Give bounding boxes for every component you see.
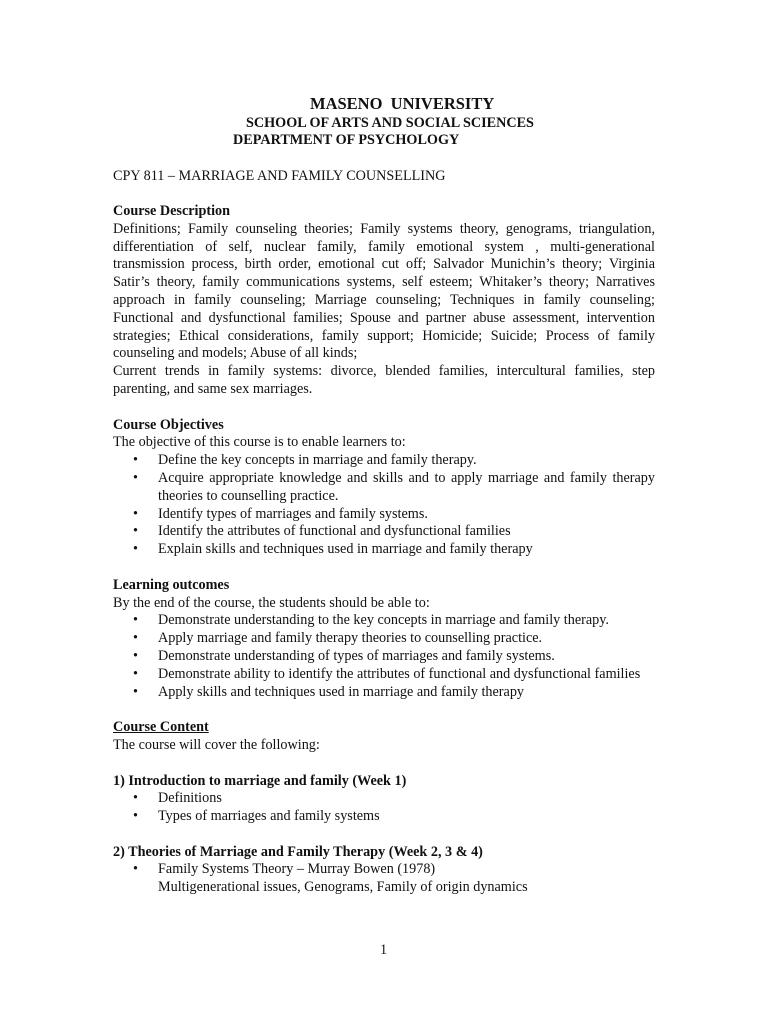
section2-list — [113, 861, 655, 879]
objectives-list — [113, 452, 655, 559]
outcomes-list — [113, 612, 655, 701]
bullet-icon: • — [133, 612, 138, 629]
section1-list — [113, 790, 655, 826]
list-item: • Acquire appropriate knowledge and skills and to apply marriage and family therapy theories to counselling practice. — [133, 469, 655, 504]
bullet-icon: • — [133, 790, 138, 807]
bullet-icon: • — [133, 505, 138, 522]
bullet-icon: • — [133, 683, 138, 700]
bullet-icon: • — [133, 647, 138, 664]
list-item: • Define the key concepts in marriage and family therapy. — [133, 452, 477, 469]
page-number: 1 — [380, 942, 388, 958]
bullet-icon: • — [133, 861, 138, 878]
list-item: • Apply marriage and family therapy theories to counselling practice. — [133, 630, 543, 647]
bullet-icon: • — [133, 541, 138, 558]
section1-heading: 1) Introduction to marriage and family (Week 1) — [113, 772, 407, 789]
bullet-icon: • — [133, 808, 138, 825]
bullet-icon: • — [133, 665, 138, 682]
list-item: • Definitions — [133, 790, 222, 807]
list-item: • Types of marriages and family systems — [133, 808, 380, 825]
description-heading: Course Description — [113, 203, 231, 219]
section2-heading: 2) Theories of Marriage and Family Therapy (Week 2, 3 & 4) — [113, 843, 483, 860]
content-heading: Course Content — [113, 719, 209, 736]
list-item: • Family Systems Theory – Murray Bowen (1978) — [133, 861, 436, 878]
objectives-heading: Course Objectives — [113, 416, 224, 433]
bullet-icon: • — [133, 452, 138, 469]
bullet-icon: • — [133, 523, 138, 540]
content-intro: The course will cover the following: — [113, 736, 320, 753]
description-text: Definitions; Family counseling theories; Family systems theory, genograms, triangulation, differentiation of self, nuclear family, family emotional system , multi-generational transmission process, birth order, emotional cut off; Salvador Munichin’s theory; Virginia Satir’s theory, family communications systems, self esteem; Whitaker’s theory; Narratives approach in family counseling; Marriage counseling; Techniques in family counseling; Functional and dysfunctional families; Spouse and partner abuse assessment, intervention strategies; Ethical considerations, family support; Homicide; Suicide; Process of family counseling and models; Abuse of all kinds; — [113, 220, 655, 362]
objectives-intro: The objective of this course is to enable learners to: — [113, 434, 406, 451]
outcomes-heading: Learning outcomes — [113, 576, 230, 593]
university-name: MASENO UNIVERSITY — [310, 94, 495, 113]
list-item: • Identify types of marriages and family systems. — [133, 505, 428, 522]
list-item: • Demonstrate understanding to the key concepts in marriage and family therapy. — [133, 612, 609, 629]
course-title: CPY 811 – MARRIAGE AND FAMILY COUNSELLING — [113, 168, 446, 184]
list-item: • Explain skills and techniques used in marriage and family therapy — [133, 541, 533, 558]
section2-subtext: Multigenerational issues, Genograms, Family of origin dynamics — [158, 879, 528, 896]
school-name: SCHOOL OF ARTS AND SOCIAL SCIENCES — [246, 115, 534, 131]
outcomes-intro: By the end of the course, the students should be able to: — [113, 594, 430, 611]
bullet-icon: • — [133, 469, 138, 486]
bullet-icon: • — [133, 630, 138, 647]
document-body — [113, 203, 655, 897]
description-trends: Current trends in family systems: divorce, blended families, intercultural families, step parenting, and same sex marriages. — [113, 363, 655, 397]
list-item: • Identify the attributes of functional and dysfunctional families — [133, 523, 511, 540]
department-name: DEPARTMENT OF PSYCHOLOGY — [233, 132, 460, 148]
list-item: • Apply skills and techniques used in marriage and family therapy — [133, 683, 525, 700]
list-item: • Demonstrate ability to identify the attributes of functional and dysfunctional families — [133, 665, 641, 682]
list-item: • Demonstrate understanding of types of marriages and family systems. — [133, 647, 555, 664]
